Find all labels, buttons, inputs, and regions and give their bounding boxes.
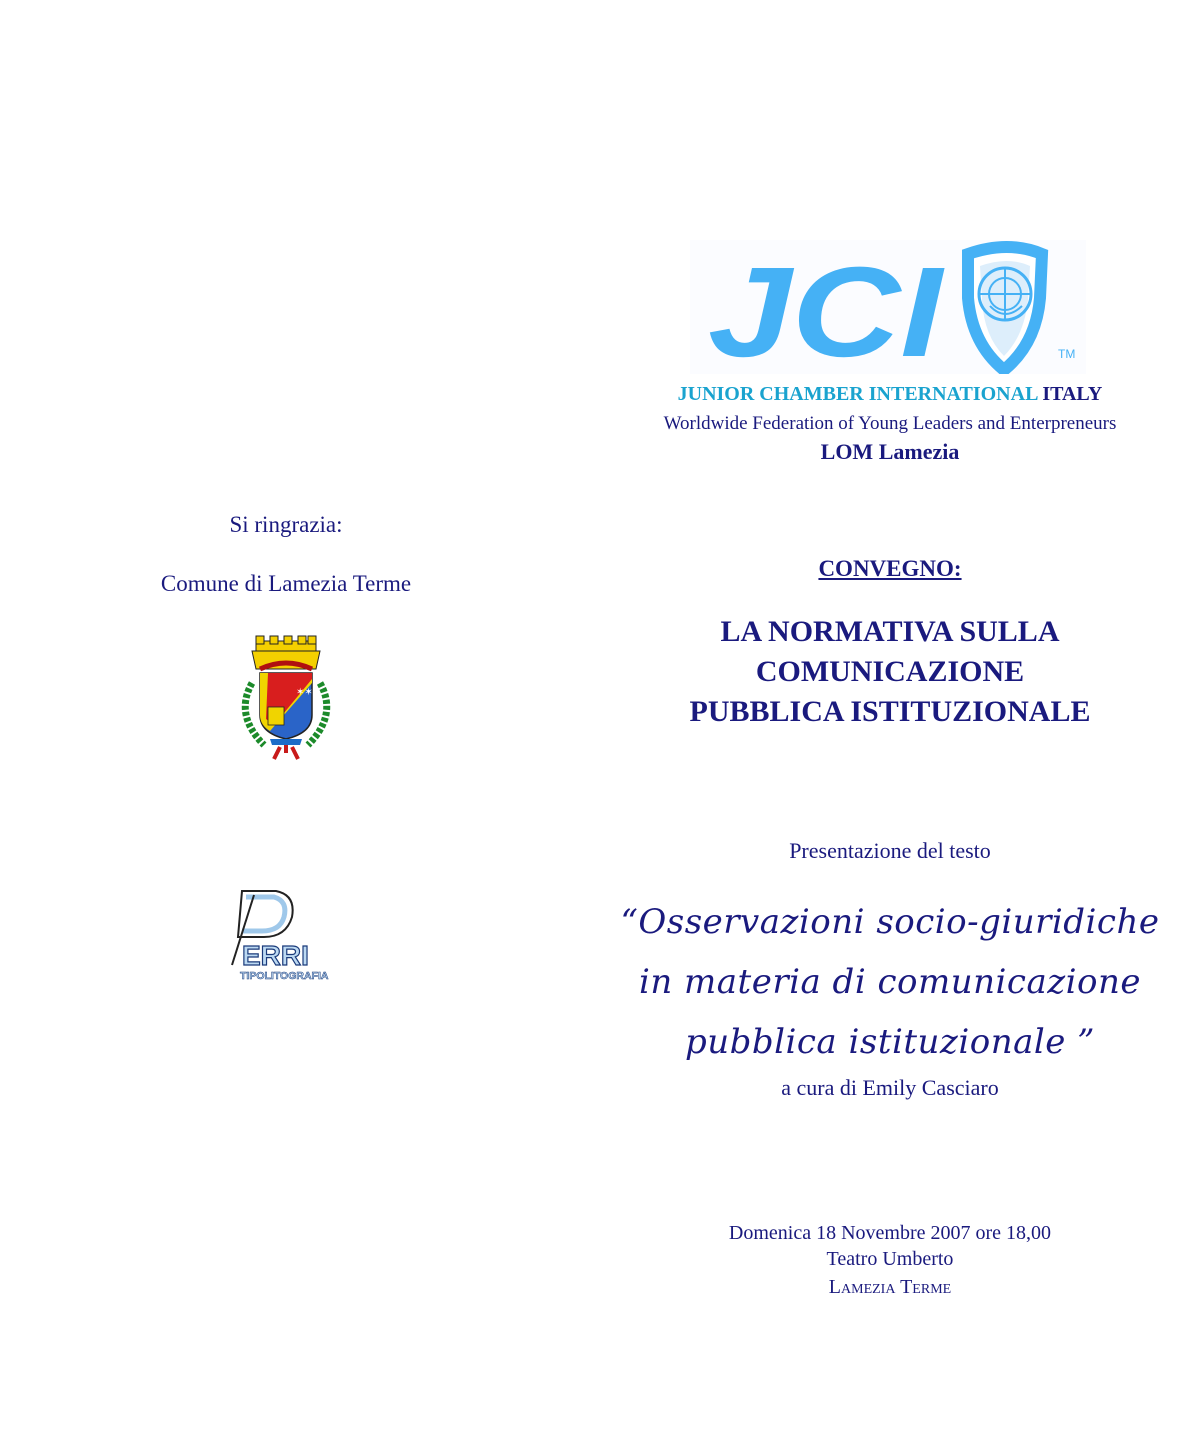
printer-logo-name: ERRI bbox=[242, 940, 309, 971]
book-title bbox=[600, 892, 1180, 1072]
event-city: Lamezia Terme bbox=[828, 1276, 952, 1298]
book-author: a cura di Emily Casciaro bbox=[781, 1075, 999, 1100]
city-crest-icon bbox=[230, 635, 342, 765]
event-title-line: PUBBLICA ISTITUZIONALE bbox=[689, 695, 1091, 728]
event-label: CONVEGNO: bbox=[818, 556, 962, 581]
event-title-line: COMUNICAZIONE bbox=[755, 655, 1025, 688]
organization-name-part1: JUNIOR CHAMBER INTERNATIONAL bbox=[677, 383, 1038, 405]
ferri-tipolitografia-logo bbox=[228, 887, 348, 983]
jci-logo-text: JCI bbox=[708, 241, 945, 374]
event-date: Domenica 18 Novembre 2007 ore 18,00 bbox=[728, 1222, 1052, 1244]
chapter-name: LOM Lamezia bbox=[820, 439, 960, 464]
organization-name bbox=[590, 381, 1186, 407]
book-title-line: “Osservazioni socio-giuridiche bbox=[620, 902, 1160, 942]
organization-name-part2: ITALY bbox=[1042, 383, 1103, 405]
event-title bbox=[590, 612, 1186, 732]
presentation-label: Presentazione del testo bbox=[789, 838, 991, 863]
thanks-heading: Si ringrazia: bbox=[229, 512, 343, 537]
printer-logo-subtitle: TIPOLITOGRAFIA bbox=[240, 970, 329, 982]
svg-text:✶✶: ✶✶ bbox=[296, 687, 313, 698]
jci-logo bbox=[690, 240, 1086, 374]
event-title-line: LA NORMATIVA SULLA bbox=[720, 615, 1060, 648]
organization-tagline: Worldwide Federation of Young Leaders and Enterpreneurs bbox=[663, 413, 1117, 434]
book-title-line: pubblica istituzionale ” bbox=[684, 1022, 1096, 1062]
book-title-line: in materia di comunicazione bbox=[638, 962, 1142, 1002]
sponsor-name: Comune di Lamezia Terme bbox=[160, 571, 412, 596]
jci-trademark: TM bbox=[1058, 347, 1076, 361]
event-venue: Teatro Umberto bbox=[826, 1248, 954, 1270]
